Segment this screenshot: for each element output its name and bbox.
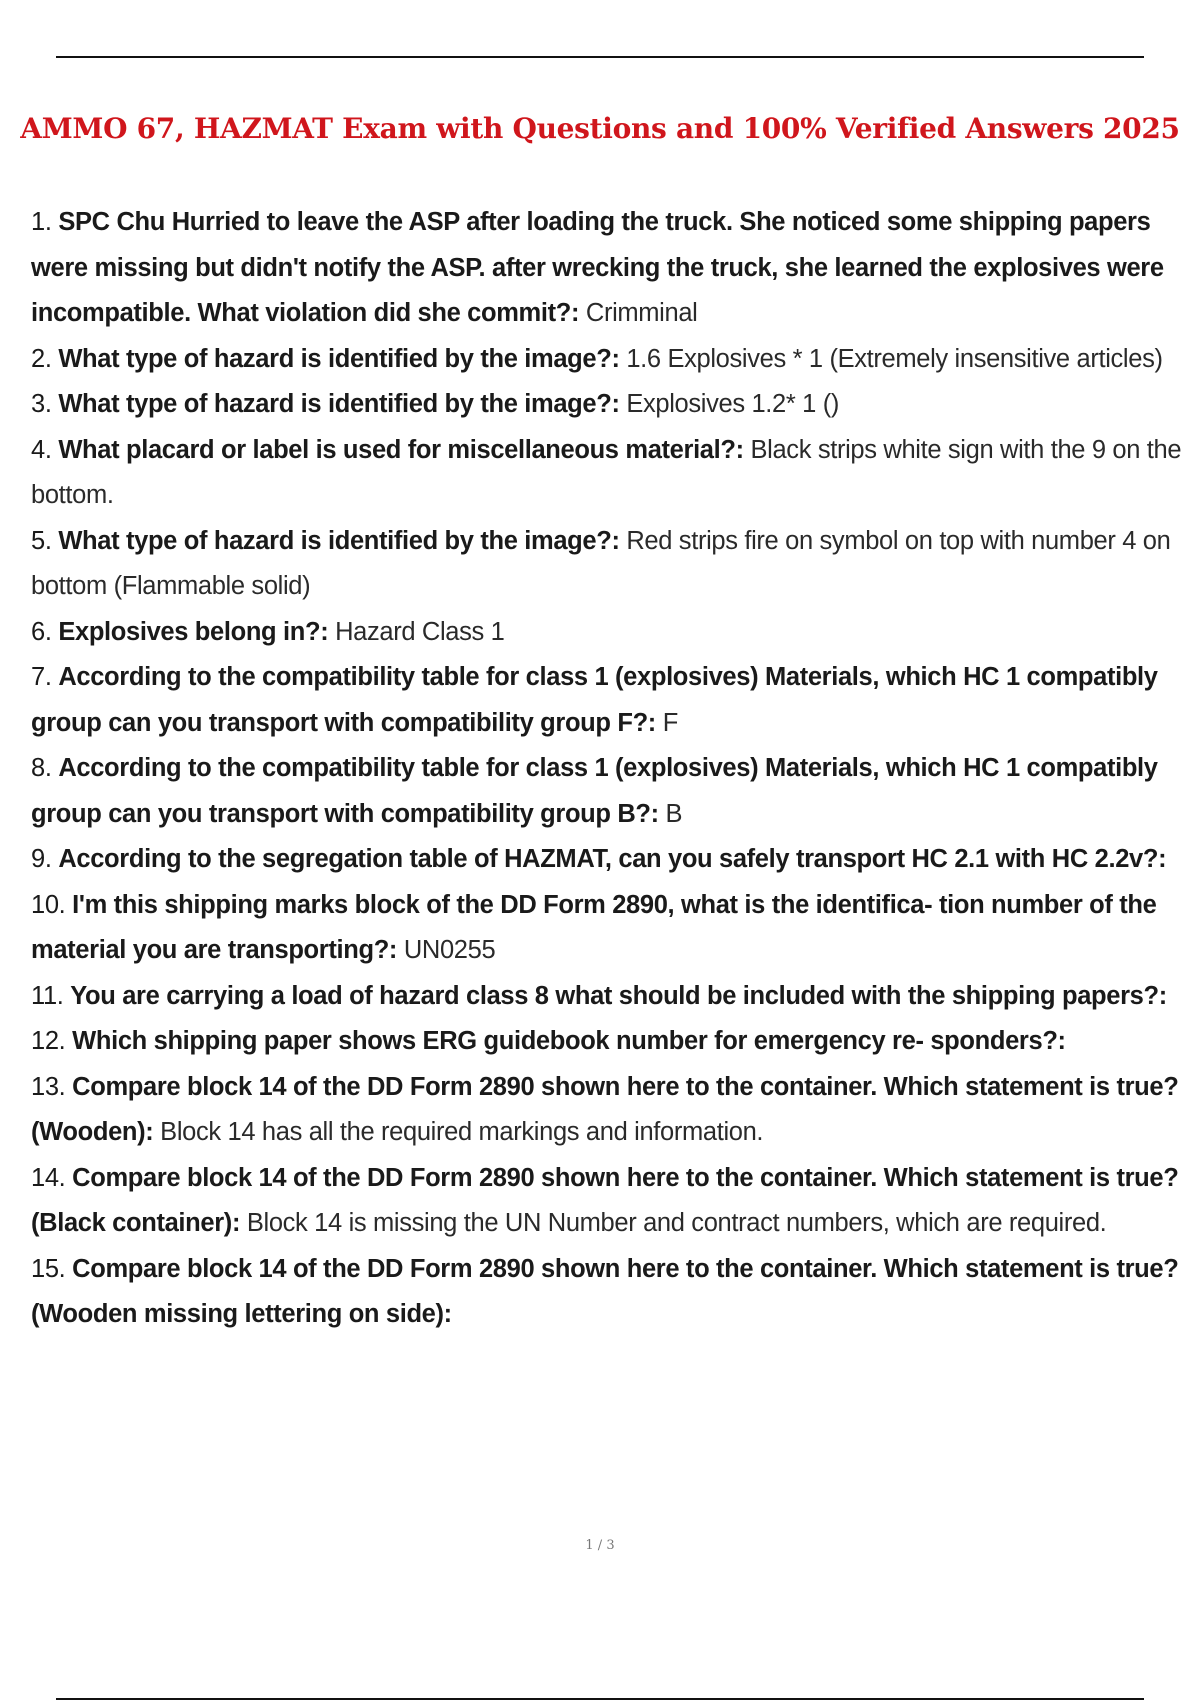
answer-text: Crimminal [585, 299, 698, 327]
question-text: Compare block 14 of the DD Form 2890 shown here to the container. Which statement is true? (Wooden missing lettering on side): [31, 1254, 1179, 1328]
question-number: 6. [31, 617, 52, 646]
question-item [31, 610, 1200, 656]
question-text: I'm this shipping marks block of the DD Form 2890, what is the identifica- tion number of the material you are transporting?: [31, 890, 1157, 964]
answer-text: Black strips white sign with the 9 on the bottom. [31, 435, 1182, 509]
question-item [31, 382, 1200, 428]
answer-text: Block 14 is missing the UN Number and contract numbers, which are required. [246, 1209, 1107, 1237]
question-item [31, 883, 1200, 974]
question-item [31, 519, 1200, 610]
question-number: 9. [31, 845, 52, 873]
question-item [31, 1065, 1200, 1156]
question-number: 7. [31, 663, 52, 691]
question-number: 4. [31, 435, 52, 464]
question-item [31, 200, 1200, 337]
question-number: 10. [31, 890, 66, 919]
question-number: 12. [31, 1027, 66, 1055]
question-item [31, 746, 1200, 837]
question-text: What type of hazard is identified by the image?: [58, 526, 620, 555]
answer-text: Red strips fire on symbol on top with number 4 on bottom (Flammable solid) [31, 526, 1171, 600]
question-list [31, 200, 1200, 1338]
question-item [31, 974, 1200, 1020]
question-text: Explosives belong in?: [58, 617, 329, 646]
question-text: SPC Chu Hurried to leave the ASP after loading the truck. She noticed some shipping papers were missing but didn't notify the ASP. after wrecking the truck, she learned the explosives were incompatible. What violation did she commit?: [31, 208, 1164, 327]
answer-text: F [662, 708, 678, 737]
question-item [31, 1156, 1200, 1247]
answer-text: UN0255 [403, 936, 496, 964]
answer-text: Hazard Class 1 [335, 617, 505, 646]
question-text: What placard or label is used for miscellaneous material?: [58, 435, 744, 464]
page-indicator: 1 / 3 [585, 1538, 615, 1553]
question-item [31, 655, 1200, 746]
question-number: 13. [31, 1072, 66, 1101]
question-text: Compare block 14 of the DD Form 2890 shown here to the container. Which statement is true? (Black container): [31, 1163, 1179, 1237]
question-number: 5. [31, 526, 52, 555]
question-text: According to the segregation table of HAZMAT, can you safely transport HC 2.1 with HC 2.2v?: [58, 845, 1167, 873]
question-number: 3. [31, 390, 52, 418]
question-number: 8. [31, 754, 52, 782]
question-item [31, 337, 1200, 383]
question-number: 14. [31, 1163, 66, 1192]
question-item [31, 1019, 1200, 1065]
question-text: According to the compatibility table for class 1 (explosives) Materials, which HC 1 compatibly group can you transport with compatibility group B?: [31, 754, 1158, 828]
answer-text: Block 14 has all the required markings and information. [160, 1118, 764, 1146]
question-item [31, 428, 1200, 519]
question-number: 2. [31, 344, 52, 373]
question-text: Compare block 14 of the DD Form 2890 shown here to the container. Which statement is true? (Wooden): [31, 1072, 1179, 1146]
question-text: What type of hazard is identified by the image?: [58, 390, 620, 418]
answer-text: B [665, 799, 683, 828]
question-number: 15. [31, 1254, 66, 1283]
question-number: 11. [31, 981, 64, 1010]
top-rule [56, 56, 1144, 58]
question-text: What type of hazard is identified by the image?: [58, 344, 620, 373]
answer-text: 1.6 Explosives * 1 (Extremely insensitive articles) [626, 344, 1163, 373]
question-text: You are carrying a load of hazard class 8 what should be included with the shipping papers?: [70, 981, 1167, 1010]
question-item [31, 1247, 1200, 1338]
answer-text: Explosives 1.2* 1 () [626, 390, 840, 418]
question-item [31, 837, 1200, 883]
question-number: 1. [31, 208, 52, 236]
question-text: According to the compatibility table for class 1 (explosives) Materials, which HC 1 compatibly group can you transport with compatibility group F?: [31, 663, 1158, 737]
question-text: Which shipping paper shows ERG guidebook number for emergency re- sponders?: [72, 1027, 1066, 1055]
document-title: AMMO 67, HAZMAT Exam with Questions and 100% Verified Answers 2025 [20, 112, 1180, 145]
